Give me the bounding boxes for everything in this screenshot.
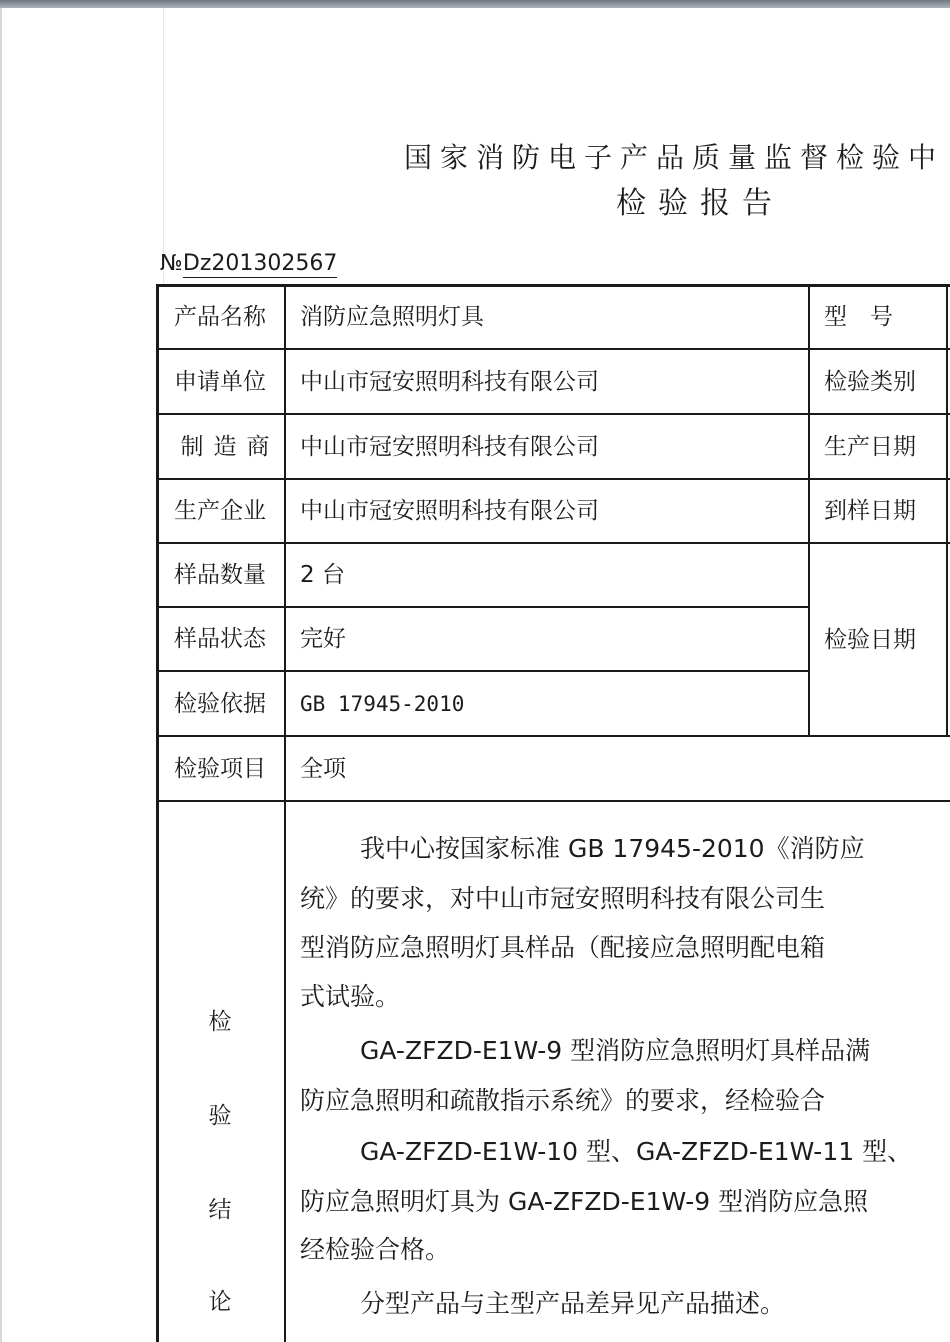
test-items-value: 全项 [300,755,346,782]
conclusion-line: 式试验。 [300,982,401,1011]
conclusion-line: 防应急照明和疏散指示系统》的要求，经检验合 [300,1086,826,1115]
product-name-label: 产品名称 [174,304,266,330]
report-number-prefix: № [160,251,183,276]
table-row-line [156,800,950,802]
applicant-label: 申请单位 [174,368,266,395]
document-title: 检验报告 [616,186,784,221]
conclusion-label-char: 验 [208,1103,232,1129]
manufacturer-value: 中山市冠安照明科技有限公司 [300,433,599,460]
conclusion-line: 统》的要求，对中山市冠安照明科技有限公司生 [300,884,826,913]
applicant-value: 中山市冠安照明科技有限公司 [300,368,599,395]
sample-qty-value: 2 台 [300,562,345,588]
table-col-divider-right [808,284,810,736]
conclusion-text: GA-ZFZD-E1W-9 型消防应急照明灯具样品满 [360,1036,871,1065]
scan-top-edge [0,0,950,8]
report-number [160,250,337,278]
conclusion-label-char: 论 [208,1289,232,1315]
conclusion-line [300,824,950,874]
conclusion-text: GA-ZFZD-E1W-10 型、GA-ZFZD-E1W-11 型、 [360,1137,913,1166]
conclusion-line: 型消防应急照明灯具样品（配接应急照明配电箱 [300,933,826,962]
product-name-value: 消防应急照明灯具 [300,304,484,330]
conclusion-text: 我中心按国家标准 GB 17945-2010《消防应 [360,834,865,863]
conclusion-line [300,1026,950,1076]
conclusion-text: 分型产品与主型产品差异见产品描述。 [360,1289,786,1318]
conclusion-label-char: 检 [208,1009,232,1035]
conclusion-line: 防应急照明灯具为 GA-ZFZD-E1W-9 型消防应急照 [300,1187,869,1216]
sample-qty-label: 样品数量 [174,562,266,588]
model-label: 型 号 [824,304,893,330]
conclusion-label-char: 结 [208,1197,232,1223]
test-date-label: 检验日期 [824,626,916,653]
producer-label: 生产企业 [174,498,266,524]
conclusion-line [300,1127,950,1177]
arrival-date-label: 到样日期 [824,498,916,524]
test-type-label: 检验类别 [824,368,916,395]
conclusion-line [300,1279,950,1329]
page-fold-line [163,8,164,284]
producer-value: 中山市冠安照明科技有限公司 [300,498,599,524]
sample-state-value: 完好 [300,626,346,652]
production-date-label: 生产日期 [824,433,916,460]
manufacturer-label: 制造商 [180,433,280,460]
test-basis-label: 检验依据 [174,690,266,717]
table-col-divider-far-right [946,284,948,736]
organization-title: 国家消防电子产品质量监督检验中 [404,141,945,174]
test-basis-value: GB 17945-2010 [300,691,465,716]
report-table [156,284,950,1342]
scan-left-edge [0,8,2,1342]
conclusion-line: 经检验合格。 [300,1235,451,1264]
report-number-value: Dz201302567 [182,251,338,276]
test-items-label: 检验项目 [174,755,266,782]
sample-state-label: 样品状态 [174,626,266,652]
